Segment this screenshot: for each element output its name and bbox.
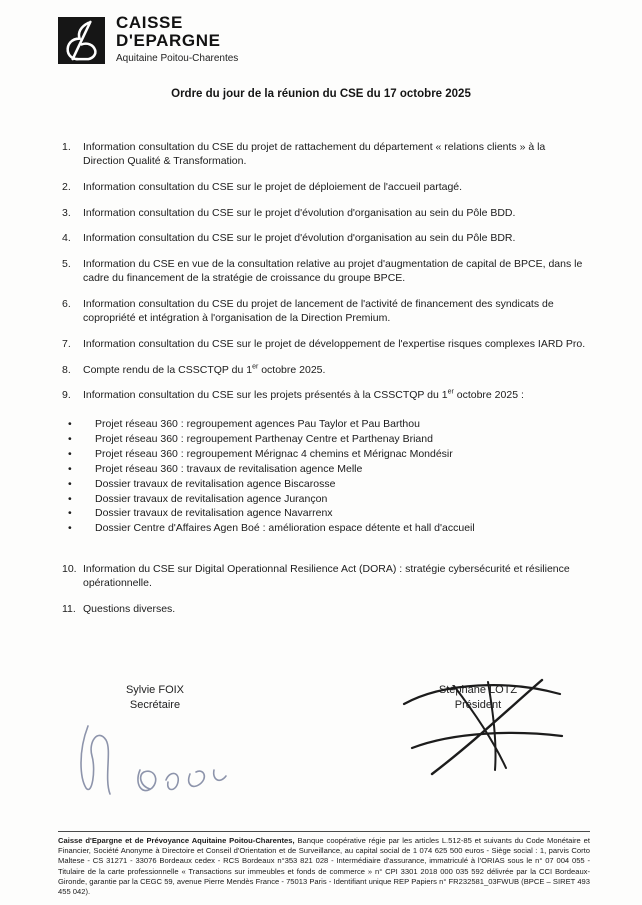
sub-item-text: Dossier travaux de revitalisation agence Jurançon bbox=[95, 492, 328, 505]
sub-item-text: Projet réseau 360 : regroupement Mérignac 4 chemins et Mérignac Mondésir bbox=[95, 448, 453, 461]
agenda-item bbox=[62, 181, 586, 195]
brand-block bbox=[116, 14, 238, 64]
sub-item bbox=[68, 493, 586, 507]
bullet-glyph: • bbox=[68, 433, 72, 446]
signatory-left bbox=[85, 684, 225, 711]
agenda-item-text-pre: Information consultation du CSE sur les projets présentés à la CSSCTQP du 1 bbox=[83, 389, 448, 402]
agenda-item-number: 6. bbox=[62, 298, 71, 311]
legal-footer bbox=[58, 831, 590, 897]
agenda-item bbox=[62, 298, 586, 326]
footer-company-name: Caisse d'Epargne et de Prévoyance Aquitaine Poitou-Charentes, bbox=[58, 836, 295, 845]
agenda-item-text-post: octobre 2025. bbox=[258, 363, 326, 376]
agenda-item-text: Information consultation du CSE du projet de lancement de l'activité de financement des syndicats de copropriété et intégration à l'organisation de la Direction Premium. bbox=[83, 298, 554, 324]
brand-name-line2: D'EPARGNE bbox=[116, 31, 221, 51]
bullet-glyph: • bbox=[68, 522, 72, 535]
bullet-glyph: • bbox=[68, 507, 72, 520]
agenda-item bbox=[62, 232, 586, 246]
agenda-item bbox=[62, 364, 586, 378]
agenda-item bbox=[62, 563, 586, 591]
agenda-item-number: 10. bbox=[62, 563, 77, 576]
agenda-list bbox=[62, 141, 586, 629]
agenda-item-text-post: octobre 2025 : bbox=[453, 389, 524, 402]
bullet-glyph: • bbox=[68, 418, 72, 431]
signature-block bbox=[0, 684, 642, 824]
president-name: Stéphane LOTZ bbox=[438, 684, 518, 696]
secretary-signature-ink bbox=[62, 712, 252, 812]
bullet-glyph: • bbox=[68, 448, 72, 461]
agenda-item-text: Information consultation du CSE sur le projet de développement de l'expertise risques complexes IARD Pro. bbox=[83, 337, 586, 350]
agenda-item-text bbox=[83, 364, 586, 378]
agenda-item-number: 8. bbox=[62, 363, 71, 376]
sub-item bbox=[68, 478, 586, 492]
sub-item-text: Dossier travaux de revitalisation agence Navarrenx bbox=[95, 507, 333, 520]
agenda-item bbox=[62, 207, 586, 221]
sub-item bbox=[68, 448, 586, 462]
sub-item bbox=[68, 507, 586, 521]
agenda-item bbox=[62, 141, 586, 169]
agenda-item-text: Information du CSE sur Digital Operationnal Resilience Act (DORA) : stratégie cybersécurité et résilience opérationnelle. bbox=[83, 563, 570, 590]
document-title: Ordre du jour de la réunion du CSE du 17 octobre 2025 bbox=[171, 88, 471, 100]
sub-item bbox=[68, 522, 586, 536]
agenda-item-number: 3. bbox=[62, 206, 71, 219]
agenda-item-text: Information consultation du CSE du projet de rattachement du département « relations clients » à la Direction Qualité & Transformation. bbox=[83, 141, 546, 167]
agenda-item-text: Information consultation du CSE sur le projet de déploiement de l'accueil partagé. bbox=[83, 180, 463, 193]
caisse-epargne-squirrel-logo bbox=[58, 17, 105, 64]
footer-legal-body: Banque coopérative régie par les articles L.512-85 et suivants du Code Monétaire et Financier, Société Anonyme à Directoire et Conseil d'Orientation et de Surveillance, au capital social de 1 074 625 500 euros - Siège social : 1, parvis Corto Maltese - CS 31271 - 33076 Bordeaux cedex - RCS Bordeaux n°353 821 028 - Intermédiaire d'assurance, immatriculé à l'ORIAS sous le n° 07 004 055 - Titulaire de la carte professionnelle « Transactions sur immeubles et fonds de commerce » n° CPI 3301 2018 000 035 592 délivrée par la CCI Bordeaux-Gironde, garantie par la CEGC 59, avenue Pierre Mendès France - 75013 Paris - Identifiant unique REP Papiers n° FR232581_03FWUB (BPCE – SIRET 493 455 042). bbox=[58, 836, 590, 896]
agenda-item bbox=[62, 389, 586, 403]
agenda-item-number: 11. bbox=[62, 602, 76, 615]
agenda-item-number: 7. bbox=[62, 337, 71, 350]
agenda-item-text: Information consultation du CSE sur le projet d'évolution d'organisation au sein du Pôle BDD. bbox=[83, 206, 516, 219]
sub-item-text: Dossier Centre d'Affaires Agen Boé : amélioration espace détente et hall d'accueil bbox=[95, 522, 475, 535]
president-role: Président bbox=[454, 699, 502, 711]
signatory-right bbox=[408, 684, 548, 711]
agenda-item-number: 1. bbox=[62, 141, 71, 153]
sub-item-text: Projet réseau 360 : regroupement agences Pau Taylor et Pau Barthou bbox=[95, 418, 420, 431]
ordinal-suffix: er bbox=[252, 363, 259, 371]
sub-item bbox=[68, 463, 586, 477]
agenda-item bbox=[62, 603, 586, 617]
agenda-item bbox=[62, 338, 586, 352]
agenda-item-number: 4. bbox=[62, 232, 71, 245]
agenda-item-number: 2. bbox=[62, 180, 71, 193]
agenda-sub-list bbox=[68, 418, 586, 536]
agenda-item-number: 5. bbox=[62, 258, 71, 271]
sub-item-text: Projet réseau 360 : travaux de revitalisation agence Melle bbox=[95, 462, 363, 475]
agenda-item-text: Information du CSE en vue de la consultation relative au projet d'augmentation de capital de BPCE, dans le cadre du financement de la stratégie de croissance du groupe BPCE. bbox=[83, 258, 583, 285]
secretary-role: Secrétaire bbox=[129, 699, 181, 711]
agenda-item-text: Questions diverses. bbox=[83, 602, 176, 615]
bullet-glyph: • bbox=[68, 492, 72, 505]
agenda-item-text-pre: Compte rendu de la CSSCTQP du 1 bbox=[83, 363, 253, 376]
sub-item-text: Projet réseau 360 : regroupement Parthenay Centre et Parthenay Briand bbox=[95, 433, 433, 446]
sub-item-text: Dossier travaux de revitalisation agence Biscarosse bbox=[95, 477, 336, 490]
brand-region: Aquitaine Poitou-Charentes bbox=[116, 53, 239, 65]
agenda-item-number: 9. bbox=[62, 389, 71, 402]
secretary-name: Sylvie FOIX bbox=[125, 684, 185, 696]
sub-item bbox=[68, 433, 586, 447]
bullet-glyph: • bbox=[68, 462, 72, 475]
ordinal-suffix: er bbox=[447, 388, 454, 396]
agenda-item-text: Information consultation du CSE sur le projet d'évolution d'organisation au sein du Pôle BDR. bbox=[83, 232, 516, 245]
agenda-item bbox=[62, 258, 586, 286]
letterhead bbox=[58, 14, 238, 64]
legal-footer-text bbox=[58, 836, 590, 897]
agenda-item-text bbox=[83, 389, 586, 403]
bullet-glyph: • bbox=[68, 477, 72, 490]
brand-name-line1: CAISSE bbox=[116, 13, 183, 32]
sub-item bbox=[68, 418, 586, 432]
